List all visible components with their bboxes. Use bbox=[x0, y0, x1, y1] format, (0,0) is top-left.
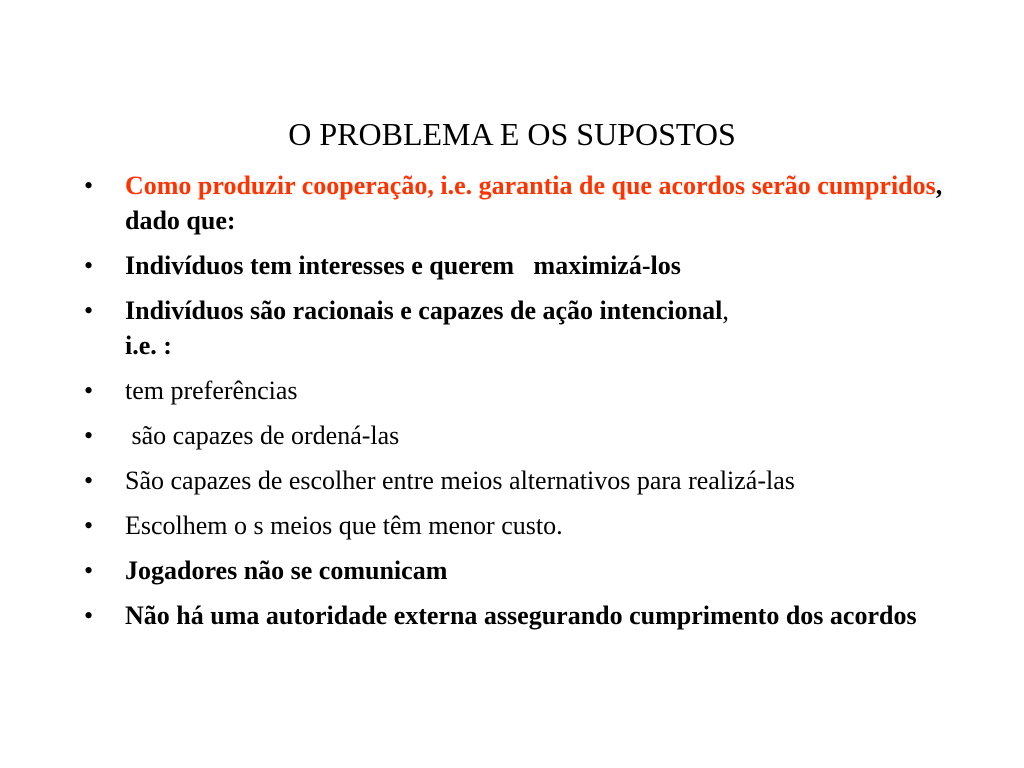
highlight-text: Como produzir cooperação, i.e. garantia de que acordos serão cumpridos bbox=[125, 171, 936, 200]
bullet-icon: • bbox=[84, 171, 94, 200]
list-item bbox=[84, 248, 944, 283]
slide-title: O PROBLEMA E OS SUPOSTOS bbox=[288, 116, 736, 152]
item-text: , bbox=[722, 296, 729, 325]
list-item bbox=[84, 293, 944, 363]
list-item bbox=[84, 553, 944, 588]
bullet-icon: • bbox=[84, 601, 94, 630]
list-item bbox=[84, 168, 944, 238]
item-text: tem preferências bbox=[125, 376, 298, 405]
item-text: Não há uma autoridade externa assegurando cumprimento dos acordos bbox=[125, 601, 917, 630]
list-item bbox=[84, 508, 944, 543]
list-item bbox=[84, 598, 944, 633]
bullet-icon: • bbox=[84, 251, 94, 280]
list-item bbox=[84, 418, 944, 453]
item-text: Indivíduos tem interesses e querem maximizá-los bbox=[125, 251, 681, 280]
bullet-icon: • bbox=[84, 296, 94, 325]
item-text: Escolhem o s meios que têm menor custo. bbox=[125, 511, 563, 540]
item-text: são capazes de ordená-las bbox=[125, 421, 400, 450]
item-text: Jogadores não se comunicam bbox=[125, 556, 448, 585]
bullet-icon: • bbox=[84, 376, 94, 405]
bullet-list bbox=[84, 168, 944, 643]
item-text: , dado que: bbox=[125, 171, 943, 235]
bullet-icon: • bbox=[84, 511, 94, 540]
item-text: São capazes de escolher entre meios alternativos para realizá-las bbox=[125, 466, 795, 495]
list-item bbox=[84, 463, 944, 498]
list-item bbox=[84, 373, 944, 408]
bullet-icon: • bbox=[84, 556, 94, 585]
item-text: Indivíduos são racionais e capazes de ação intencional bbox=[125, 296, 723, 325]
bullet-icon: • bbox=[84, 466, 94, 495]
bullet-icon: • bbox=[84, 421, 94, 450]
item-text: i.e. : bbox=[125, 331, 172, 360]
